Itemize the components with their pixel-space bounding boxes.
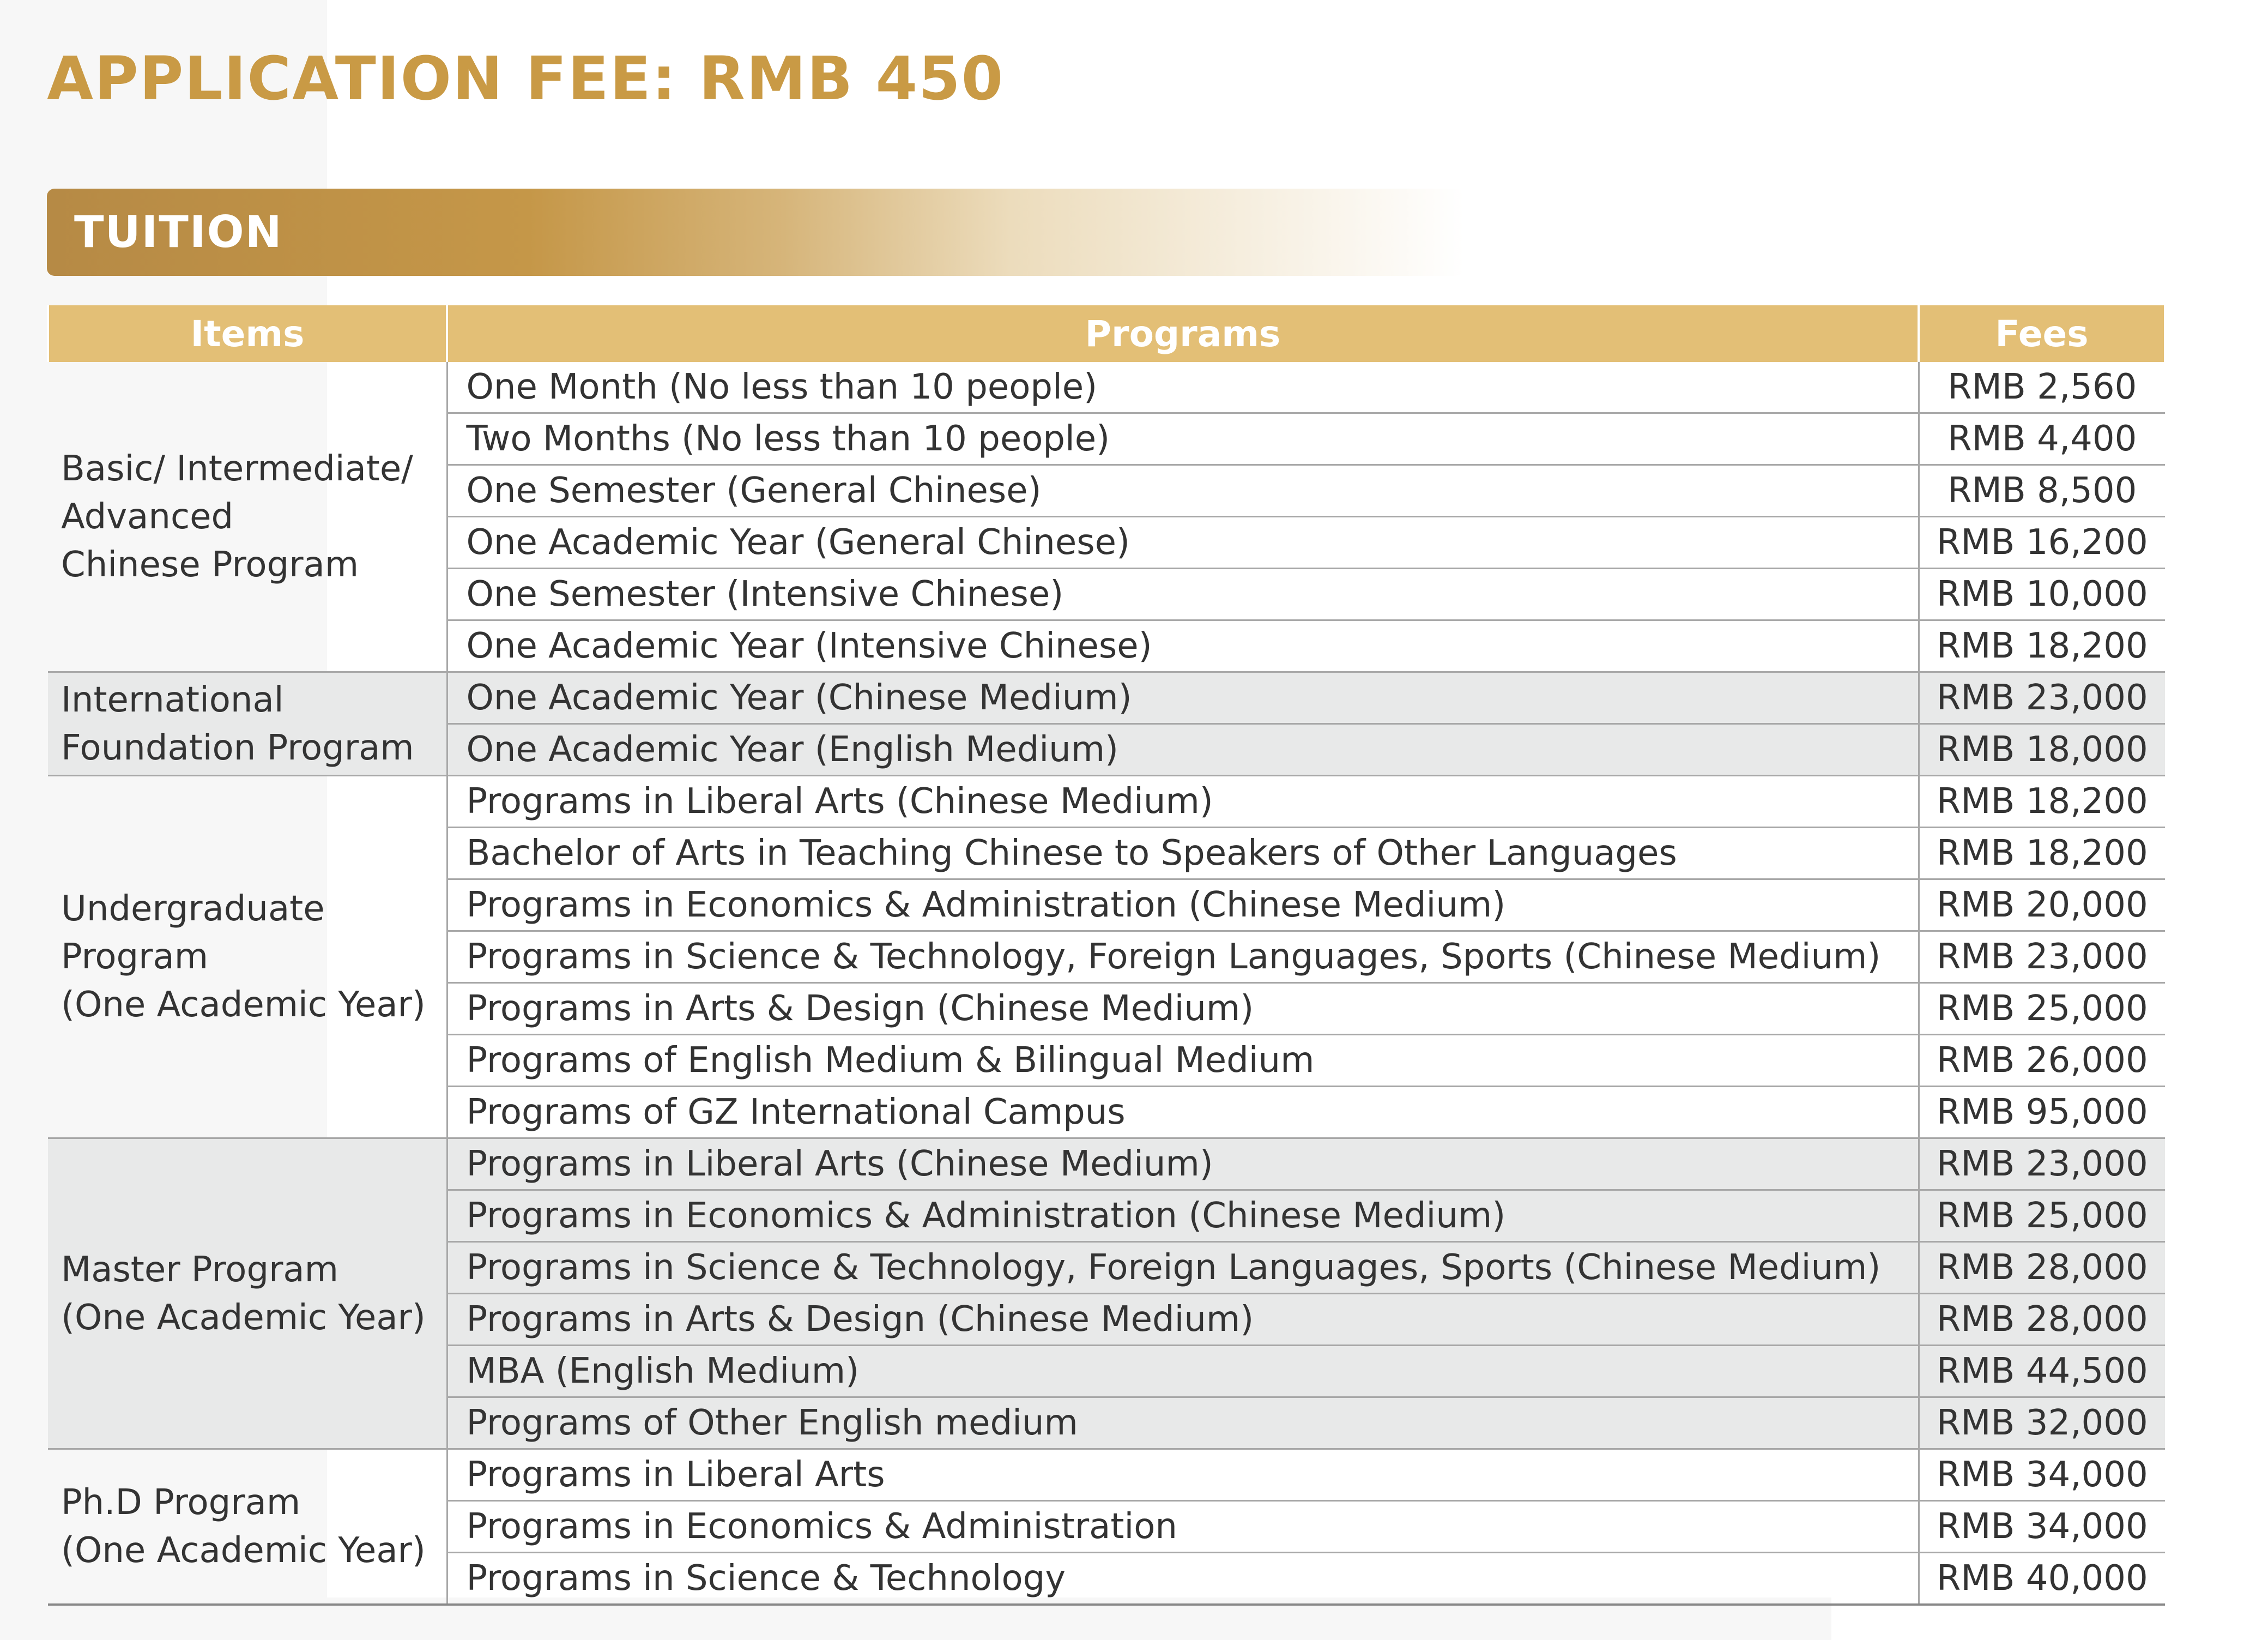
- item-line: Master Program: [61, 1249, 338, 1290]
- tuition-label: TUITION: [74, 207, 283, 257]
- item-line: Foundation Program: [61, 727, 414, 768]
- fee-cell: RMB 32,000: [1919, 1397, 2165, 1449]
- fee-cell: RMB 23,000: [1919, 931, 2165, 983]
- fee-cell: RMB 25,000: [1919, 983, 2165, 1035]
- fee-cell: RMB 28,000: [1919, 1294, 2165, 1346]
- program-cell: Programs in Science & Technology: [447, 1553, 1919, 1605]
- program-cell: Two Months (No less than 10 people): [447, 413, 1919, 465]
- program-cell: Programs in Arts & Design (Chinese Medium): [447, 983, 1919, 1035]
- item-cell-master-program: [48, 1138, 447, 1449]
- program-cell: One Academic Year (Chinese Medium): [447, 672, 1919, 724]
- fee-cell: RMB 25,000: [1919, 1190, 2165, 1242]
- item-cell-phd-program: [48, 1449, 447, 1605]
- program-cell: One Month (No less than 10 people): [447, 362, 1919, 413]
- fee-cell: RMB 2,560: [1919, 362, 2165, 413]
- fee-cell: RMB 20,000: [1919, 879, 2165, 931]
- fee-cell: RMB 34,000: [1919, 1449, 2165, 1501]
- fee-cell: RMB 16,200: [1919, 517, 2165, 569]
- item-line: (One Academic Year): [61, 985, 426, 1025]
- program-cell: One Academic Year (English Medium): [447, 724, 1919, 776]
- item-line: Ph.D Program: [61, 1482, 301, 1523]
- table-row: [48, 362, 2165, 413]
- program-cell: Bachelor of Arts in Teaching Chinese to Speakers of Other Languages: [447, 828, 1919, 879]
- program-cell: Programs of English Medium & Bilingual Medium: [447, 1035, 1919, 1087]
- program-cell: Programs of GZ International Campus: [447, 1087, 1919, 1138]
- program-cell: One Semester (Intensive Chinese): [447, 569, 1919, 620]
- program-cell: Programs in Economics & Administration (Chinese Medium): [447, 879, 1919, 931]
- program-cell: Programs in Science & Technology, Foreign Languages, Sports (Chinese Medium): [447, 1242, 1919, 1294]
- item-line: Basic/ Intermediate/: [61, 448, 413, 489]
- application-fee-title: APPLICATION FEE: RMB 450: [47, 44, 1005, 113]
- program-cell: Programs in Liberal Arts (Chinese Medium): [447, 776, 1919, 828]
- program-cell: Programs of Other English medium: [447, 1397, 1919, 1449]
- fee-cell: RMB 23,000: [1919, 672, 2165, 724]
- program-cell: MBA (English Medium): [447, 1346, 1919, 1397]
- table-row: [48, 672, 2165, 724]
- program-cell: Programs in Economics & Administration: [447, 1501, 1919, 1553]
- fee-cell: RMB 28,000: [1919, 1242, 2165, 1294]
- column-header-fees: Fees: [1919, 305, 2165, 362]
- table-row: [48, 1449, 2165, 1501]
- fee-cell: RMB 95,000: [1919, 1087, 2165, 1138]
- item-line: (One Academic Year): [61, 1530, 426, 1571]
- item-line: Chinese Program: [61, 544, 359, 585]
- program-cell: Programs in Science & Technology, Foreign Languages, Sports (Chinese Medium): [447, 931, 1919, 983]
- item-line: Undergraduate: [61, 889, 325, 929]
- program-cell: One Academic Year (Intensive Chinese): [447, 620, 1919, 672]
- fee-cell: RMB 8,500: [1919, 465, 2165, 517]
- program-cell: Programs in Arts & Design (Chinese Medium): [447, 1294, 1919, 1346]
- table-row: [48, 1138, 2165, 1190]
- program-cell: One Semester (General Chinese): [447, 465, 1919, 517]
- fee-cell: RMB 18,200: [1919, 828, 2165, 879]
- table-row: [48, 776, 2165, 828]
- item-line: Advanced: [61, 496, 234, 537]
- fee-cell: RMB 18,000: [1919, 724, 2165, 776]
- table-header-row: [48, 305, 2165, 362]
- fee-cell: RMB 44,500: [1919, 1346, 2165, 1397]
- program-cell: Programs in Liberal Arts (Chinese Medium): [447, 1138, 1919, 1190]
- fee-cell: RMB 18,200: [1919, 776, 2165, 828]
- fee-cell: RMB 23,000: [1919, 1138, 2165, 1190]
- fee-cell: RMB 4,400: [1919, 413, 2165, 465]
- program-cell: One Academic Year (General Chinese): [447, 517, 1919, 569]
- item-line: (One Academic Year): [61, 1297, 426, 1338]
- column-header-programs: Programs: [447, 305, 1919, 362]
- column-header-items: Items: [48, 305, 447, 362]
- program-cell: Programs in Economics & Administration (Chinese Medium): [447, 1190, 1919, 1242]
- fee-cell: RMB 26,000: [1919, 1035, 2165, 1087]
- fee-cell: RMB 18,200: [1919, 620, 2165, 672]
- item-cell-foundation-program: [48, 672, 447, 776]
- fee-cell: RMB 40,000: [1919, 1553, 2165, 1605]
- program-cell: Programs in Liberal Arts: [447, 1449, 1919, 1501]
- tuition-banner: [47, 189, 1464, 276]
- item-cell-undergraduate-program: [48, 776, 447, 1138]
- item-line: Program: [61, 937, 209, 977]
- item-cell-chinese-program: [48, 362, 447, 672]
- item-line: International: [61, 679, 284, 720]
- tuition-fee-table: [47, 305, 2166, 1606]
- fee-cell: RMB 34,000: [1919, 1501, 2165, 1553]
- fee-cell: RMB 10,000: [1919, 569, 2165, 620]
